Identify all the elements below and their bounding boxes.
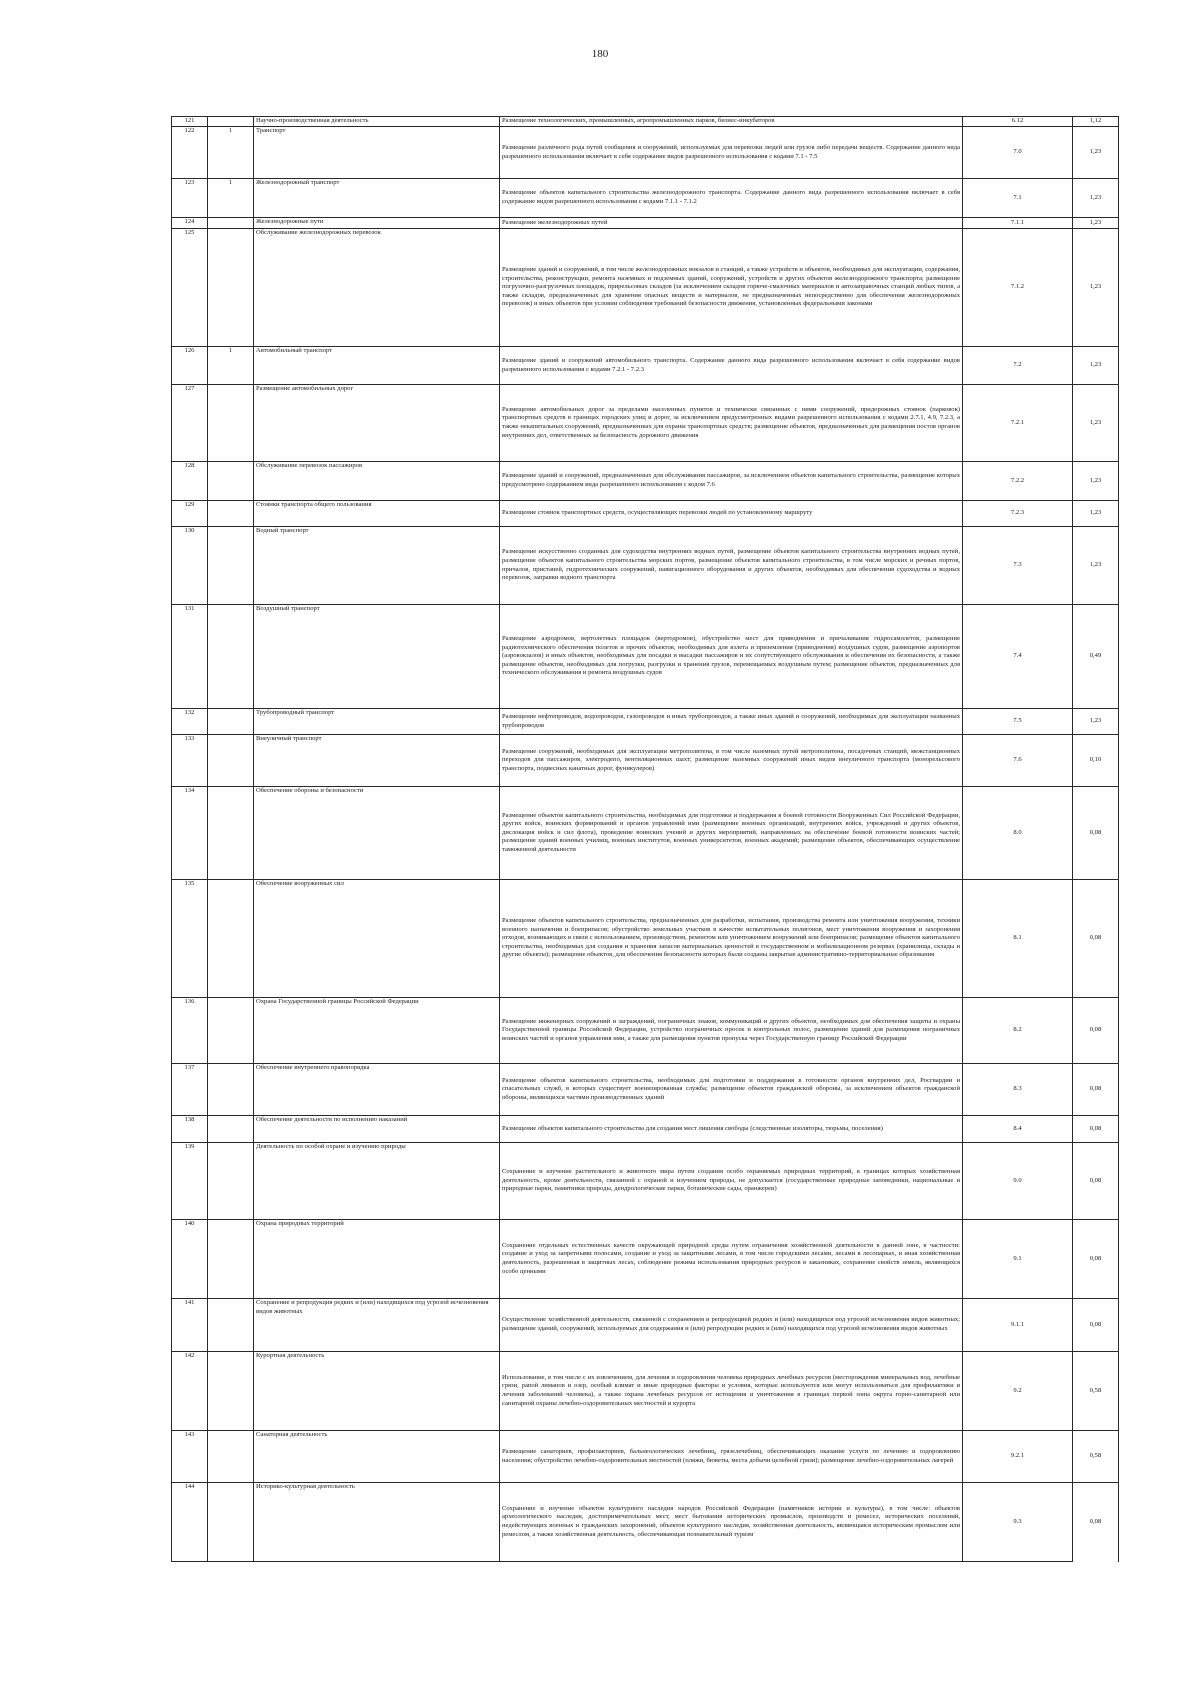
use-type-code: 7.2: [963, 347, 1073, 385]
coefficient: 0,08: [1073, 1064, 1119, 1116]
row-level: [208, 462, 254, 501]
use-type-code: 6.12: [963, 117, 1073, 127]
row-number: 138: [172, 1116, 208, 1143]
use-type-name: Воздушный транспорт: [254, 605, 500, 709]
use-type-description: Размещение инженерных сооружений и заграждений, пограничных знаков, коммуникаций и других объектов, необходимых для обеспечения защиты и охраны Государственной границы Российской Федерации, устройство пограничных просек и контрольных полос, размещение зданий для размещения пограничных воинских частей и органов управления ими, а также для размещения пунктов пропуска через Государственную границу Российской Федерации: [500, 998, 963, 1064]
row-level: [208, 1299, 254, 1352]
row-number: 143: [172, 1431, 208, 1483]
row-level: [208, 998, 254, 1064]
use-type-code: 8.4: [963, 1116, 1073, 1143]
use-type-description: Использование, в том числе с их извлечением, для лечения и оздоровления человека природных лечебных ресурсов (месторождения минеральных вод, лечебные грязи, рапой лиманов и озер, особый климат и иные природные факторы и условия, которые используются или могут использоваться для профилактики и лечения заболеваний человека), а также охрана лечебных ресурсов от истощения и уничтожения в границах первой зоны округа горно-санитарной или санитарной охраны лечебно-оздоровительных местностей и курорта: [500, 1352, 963, 1431]
use-type-code: 7.4: [963, 605, 1073, 709]
table-row: [172, 1431, 1119, 1483]
row-number: 127: [172, 385, 208, 462]
coefficient: 1,23: [1073, 462, 1119, 501]
row-level: [208, 709, 254, 735]
row-level: [208, 229, 254, 347]
row-number: 131: [172, 605, 208, 709]
table-row: [172, 1483, 1119, 1562]
table-row: [172, 1352, 1119, 1431]
coefficient: 0,08: [1073, 1220, 1119, 1299]
use-type-name: Автомобильный транспорт: [254, 347, 500, 385]
table-row: [172, 1299, 1119, 1352]
use-type-name: Железнодорожные пути: [254, 218, 500, 229]
row-level: [208, 787, 254, 880]
coefficient: 0,08: [1073, 998, 1119, 1064]
use-type-name: Сохранение и репродукция редких и (или) находящихся под угрозой исчезновения видов животных: [254, 1299, 500, 1352]
row-number: 141: [172, 1299, 208, 1352]
table-row: [172, 1116, 1119, 1143]
use-type-name: Внеуличный транспорт: [254, 735, 500, 787]
row-level: [208, 1220, 254, 1299]
use-type-code: 7.6: [963, 735, 1073, 787]
coefficient: 1,23: [1073, 218, 1119, 229]
row-number: 144: [172, 1483, 208, 1562]
row-level: 1: [208, 179, 254, 218]
coefficient: 0,49: [1073, 605, 1119, 709]
use-type-name: Размещение автомобильных дорог: [254, 385, 500, 462]
page-number: 180: [591, 48, 609, 60]
use-type-description: Размещение автомобильных дорог за пределами населенных пунктов и технически связанных с ними сооружений, придорожных стоянок (парковок) транспортных средств в границах городских улиц и дорог, за исключением предусмотренных видами разрешенного использования с кодами 2.7.1, 4.9, 7.2.3, а также некапитальных сооружений, предназначенных для охраны транспортных средств; размещение объектов, предназначенных для размещения постов органов внутренних дел, ответственных за безопасность дорожного движения: [500, 385, 963, 462]
row-number: 134: [172, 787, 208, 880]
row-level: [208, 501, 254, 527]
use-type-name: Обеспечение вооруженных сил: [254, 880, 500, 998]
use-type-code: 7.3: [963, 527, 1073, 605]
use-type-name: Охрана природных территорий: [254, 1220, 500, 1299]
coefficient: 0,08: [1073, 1116, 1119, 1143]
row-level: 1: [208, 127, 254, 179]
use-type-code: 7.1: [963, 179, 1073, 218]
row-number: 133: [172, 735, 208, 787]
use-type-name: Обеспечение обороны и безопасности: [254, 787, 500, 880]
use-type-description: Размещение нефтепроводов, водопроводов, газопроводов и иных трубопроводов, а также иных зданий и сооружений, необходимых для эксплуатации названных трубопроводов: [500, 709, 963, 735]
row-number: 130: [172, 527, 208, 605]
land-use-table: [171, 116, 1119, 1562]
use-type-code: 7.5: [963, 709, 1073, 735]
use-type-code: 9.1: [963, 1220, 1073, 1299]
coefficient: 1,23: [1073, 385, 1119, 462]
table-row: [172, 462, 1119, 501]
use-type-description: Размещение зданий и сооружений автомобильного транспорта. Содержание данного вида разрешенного использования включает в себя содержание видов разрешенного использования с кодами 7.2.1 - 7.2.3: [500, 347, 963, 385]
use-type-code: 7.2.2: [963, 462, 1073, 501]
use-type-code: 9.0: [963, 1143, 1073, 1220]
row-number: 129: [172, 501, 208, 527]
use-type-description: Размещение аэродромов, вертолетных площадок (вертодромов), обустройство мест для приводнения и причаливания гидросамолетов, размещение радиотехнического обеспечения полетов и прочих объектов, необходимых для взлета и приземления (приводнения) воздушных судов, размещение аэропортов (аэровокзалов) и иных объектов, необходимых для посадки и высадки пассажиров и их сопутствующего обслуживания и обеспечения их безопасности, а также размещение объектов, необходимых для погрузки, разгрузки и хранения грузов, перемещаемых воздушным путем; размещение объектов, предназначенных для технического обслуживания и ремонта воздушных судов: [500, 605, 963, 709]
table-row: [172, 179, 1119, 218]
row-number: 124: [172, 218, 208, 229]
table-row: [172, 1143, 1119, 1220]
use-type-name: Санаторная деятельность: [254, 1431, 500, 1483]
row-number: 139: [172, 1143, 208, 1220]
table-row: [172, 709, 1119, 735]
row-level: [208, 1064, 254, 1116]
table-row: [172, 880, 1119, 998]
coefficient: 1,23: [1073, 347, 1119, 385]
use-type-name: Водный транспорт: [254, 527, 500, 605]
table-row: [172, 229, 1119, 347]
row-level: [208, 117, 254, 127]
table-row: [172, 998, 1119, 1064]
coefficient: 0,08: [1073, 1299, 1119, 1352]
use-type-name: Стоянки транспорта общего пользования: [254, 501, 500, 527]
use-type-description: Осуществление хозяйственной деятельности, связанной с сохранением и репродукцией редких и (или) находящихся под угрозой исчезновения видов животных; размещение зданий, сооружений, используемых для содержания и (или) репродукции редких и (или) находящихся под угрозой исчезновения видов животных: [500, 1299, 963, 1352]
use-type-description: Размещение санаториев, профилакториев, бальнеологических лечебниц, грязелечебниц, обеспечивающих оказание услуги по лечению и оздоровлению населения; обустройство лечебно-оздоровительных местностей (пляжи, бюветы, места добычи целебной грязи); размещение лечебно-оздоровительных лагерей: [500, 1431, 963, 1483]
coefficient: 0,08: [1073, 787, 1119, 880]
use-type-code: 9.3: [963, 1483, 1073, 1562]
row-level: [208, 1116, 254, 1143]
use-type-name: Курортная деятельность: [254, 1352, 500, 1431]
table-row: [172, 117, 1119, 127]
row-level: [208, 218, 254, 229]
use-type-code: 8.1: [963, 880, 1073, 998]
use-type-description: Размещение объектов капитального строительства, необходимых для подготовки и поддержания в боевой готовности Вооруженных Сил Российской Федерации, других войск, воинских формирований и органов управлений ими (размещение военных организаций, внутренних войск, учреждений и других объектов, дислокация войск и сил флота), проведение воинских учений и других мероприятий, направленных на обеспечение боевой готовности воинских частей; размещение зданий военных училищ, военных институтов, военных университетов, военных академий; размещение объектов, обеспечивающих осуществление таможенной деятельности: [500, 787, 963, 880]
row-number: 140: [172, 1220, 208, 1299]
table-row: [172, 527, 1119, 605]
use-type-description: Размещение объектов капитального строительства для создания мест лишения свободы (следственные изоляторы, тюрьмы, поселения): [500, 1116, 963, 1143]
use-type-name: Обслуживание железнодорожных перевозок: [254, 229, 500, 347]
row-number: 128: [172, 462, 208, 501]
use-type-description: Размещение объектов капитального строительства, необходимых для подготовки и поддержания в готовности органов внутренних дел, Росгвардии и спасательных служб, в которых существует военизированная служба; размещение объектов гражданской обороны, за исключением объектов гражданской обороны, являющихся частями производственных зданий: [500, 1064, 963, 1116]
table-row: [172, 347, 1119, 385]
table-row: [172, 218, 1119, 229]
use-type-code: 8.2: [963, 998, 1073, 1064]
use-type-name: Научно-производственная деятельность: [254, 117, 500, 127]
coefficient: 0,10: [1073, 735, 1119, 787]
row-level: [208, 735, 254, 787]
coefficient: 0,08: [1073, 1483, 1119, 1562]
row-level: [208, 1431, 254, 1483]
row-number: 132: [172, 709, 208, 735]
table-row: [172, 787, 1119, 880]
use-type-code: 8.0: [963, 787, 1073, 880]
row-number: 137: [172, 1064, 208, 1116]
use-type-name: Охрана Государственной границы Российской Федерации: [254, 998, 500, 1064]
use-type-name: Обеспечение деятельности по исполнению наказаний: [254, 1116, 500, 1143]
use-type-code: 9.2: [963, 1352, 1073, 1431]
row-level: [208, 1143, 254, 1220]
use-type-description: Размещение различного рода путей сообщения и сооружений, используемых для перевозки людей или грузов либо передачи веществ. Содержание данного вида разрешенного использования включает в себя содержание видов разрешенного использования с кодами 7.1 - 7.5: [500, 127, 963, 179]
use-type-code: 9.2.1: [963, 1431, 1073, 1483]
use-type-description: Сохранение и изучение объектов культурного наследия народов Российской Федерации (памятников истории и культуры), в том числе: объектов археологического наследия, достопримечательных мест, мест бытования исторических промыслов, производств и ремесел, исторических поселений, недействующих военных и гражданских захоронений, объектов культурного наследия, хозяйственная деятельность, являющаяся историческим промыслом или ремеслом, а также хозяйственная деятельность, обеспечивающая познавательный туризм: [500, 1483, 963, 1562]
use-type-code: 8.3: [963, 1064, 1073, 1116]
coefficient: 0,08: [1073, 1143, 1119, 1220]
coefficient: 1,23: [1073, 127, 1119, 179]
use-type-name: Трубопроводный транспорт: [254, 709, 500, 735]
table-row: [172, 1220, 1119, 1299]
coefficient: 0,58: [1073, 1352, 1119, 1431]
use-type-name: Транспорт: [254, 127, 500, 179]
row-number: 122: [172, 127, 208, 179]
row-level: [208, 527, 254, 605]
use-type-name: Историко-культурная деятельность: [254, 1483, 500, 1562]
row-level: 1: [208, 347, 254, 385]
row-level: [208, 385, 254, 462]
coefficient: 1,23: [1073, 229, 1119, 347]
use-type-code: 7.1.2: [963, 229, 1073, 347]
row-level: [208, 605, 254, 709]
use-type-description: Размещение зданий и сооружений, предназначенных для обслуживания пассажиров, за исключением объектов капитального строительства, размещение которых предусмотрено содержанием вида разрешенного использования с кодом 7.6: [500, 462, 963, 501]
use-type-name: Железнодорожный транспорт: [254, 179, 500, 218]
coefficient: 0,08: [1073, 880, 1119, 998]
row-number: 136: [172, 998, 208, 1064]
row-number: 123: [172, 179, 208, 218]
row-number: 135: [172, 880, 208, 998]
use-type-name: Деятельность по особой охране и изучению природы: [254, 1143, 500, 1220]
coefficient: 1,23: [1073, 709, 1119, 735]
use-type-code: 7.1.1: [963, 218, 1073, 229]
table-row: [172, 127, 1119, 179]
table-row: [172, 605, 1119, 709]
use-type-description: Размещение объектов капитального строительства железнодорожного транспорта. Содержание данного вида разрешенного использования включает в себя содержание видов разрешенного использования с кодами 7.1.1 - 7.1.2: [500, 179, 963, 218]
coefficient: 1,23: [1073, 501, 1119, 527]
use-type-name: Обслуживание перевозок пассажиров: [254, 462, 500, 501]
use-type-code: 7.2.1: [963, 385, 1073, 462]
use-type-description: Размещение искусственно созданных для судоходства внутренних водных путей, размещение объектов капитального строительства внутренних водных путей, размещение объектов капитального строительства морских портов, размещение объектов капитального строительства, в том числе морских и речных портов, причалов, пристаней, гидротехнических сооружений, навигационного оборудования и других объектов, необходимых для обеспечения судоходства и водных перевозок, заправки водного транспорта: [500, 527, 963, 605]
use-type-description: Размещение сооружений, необходимых для эксплуатации метрополитена, в том числе наземных путей метрополитена, посадочных станций, межстанционных переходов для пассажиров, электродепо, вентиляционных шахт; размещение наземных сооружений иных видов внеуличного транспорта (монорельсового транспорта, подвесных канатных дорог, фуникулеров): [500, 735, 963, 787]
row-level: [208, 1483, 254, 1562]
row-level: [208, 1352, 254, 1431]
row-level: [208, 880, 254, 998]
row-number: 142: [172, 1352, 208, 1431]
use-type-code: 7.0: [963, 127, 1073, 179]
use-type-description: Размещение стоянок транспортных средств, осуществляющих перевозки людей по установленному маршруту: [500, 501, 963, 527]
coefficient: 1,23: [1073, 179, 1119, 218]
use-type-name: Обеспечение внутреннего правопорядка: [254, 1064, 500, 1116]
coefficient: 1,23: [1073, 527, 1119, 605]
table-row: [172, 385, 1119, 462]
row-number: 125: [172, 229, 208, 347]
use-type-description: Сохранение отдельных естественных качеств окружающей природной среды путем ограничения хозяйственной деятельности в данной зоне, в частности: создание и уход за запретными полосами, создание и уход за защитными лесами, в том числе городскими лесами, лесами в лесопарках, и иная хозяйственная деятельность, разрешенная в защитных лесах, соблюдение режима использования природных ресурсов в заказниках, сохранение свойств земель, являющихся особо ценными: [500, 1220, 963, 1299]
row-number: 126: [172, 347, 208, 385]
table-row: [172, 501, 1119, 527]
use-type-description: Размещение железнодорожных путей: [500, 218, 963, 229]
coefficient: 0,58: [1073, 1431, 1119, 1483]
use-type-code: 7.2.3: [963, 501, 1073, 527]
table-row: [172, 1064, 1119, 1116]
use-type-description: Сохранение и изучение растительного и животного мира путем создания особо охраняемых природных территорий, в границах которых хозяйственная деятельность, кроме деятельности, связанной с охраной и изучением природы, не допускается (государственные природные заповедники, национальные и природные парки, памятники природы, дендрологические парки, ботанические сады, оранжереи): [500, 1143, 963, 1220]
use-type-description: Размещение зданий и сооружений, в том числе железнодорожных вокзалов и станций, а также устройств и объектов, необходимых для эксплуатации, содержания, строительства, реконструкции, ремонта наземных и подземных зданий, сооружений, устройств и других объектов железнодорожного транспорта; размещение погрузочно-разгрузочных площадок, прирельсовых складов (за исключением складов горюче-смазочных материалов и автозаправочных станций любых типов, а также складов, предназначенных для хранения опасных веществ и материалов, не предназначенных непосредственно для обеспечения железнодорожных перевозок) и иных объектов при условии соблюдения требований безопасности движения, установленных федеральными законами: [500, 229, 963, 347]
table-row: [172, 735, 1119, 787]
use-type-description: Размещение технологических, промышленных, агропромышленных парков, бизнес-инкубаторов: [500, 117, 963, 127]
coefficient: 1,12: [1073, 117, 1119, 127]
use-type-code: 9.1.1: [963, 1299, 1073, 1352]
row-number: 121: [172, 117, 208, 127]
use-type-description: Размещение объектов капитального строительства, предназначенных для разработки, испытания, производства ремонта или уничтожения вооружения, техники военного назначения и боеприпасов; обустройство земельных участков в качестве испытательных полигонов, мест уничтожения вооружения и захоронения отходов, возникающих в связи с использованием, производством, ремонтом или уничтожением вооружений или боеприпасов; размещение объектов капитального строительства, необходимых для создания и хранения запасов материальных ценностей в государственном и мобилизационном резервах (хранилища, склады и другие объекты); размещение объектов, для обеспечения безопасности которых были созданы закрытые административно-территориальные образования: [500, 880, 963, 998]
